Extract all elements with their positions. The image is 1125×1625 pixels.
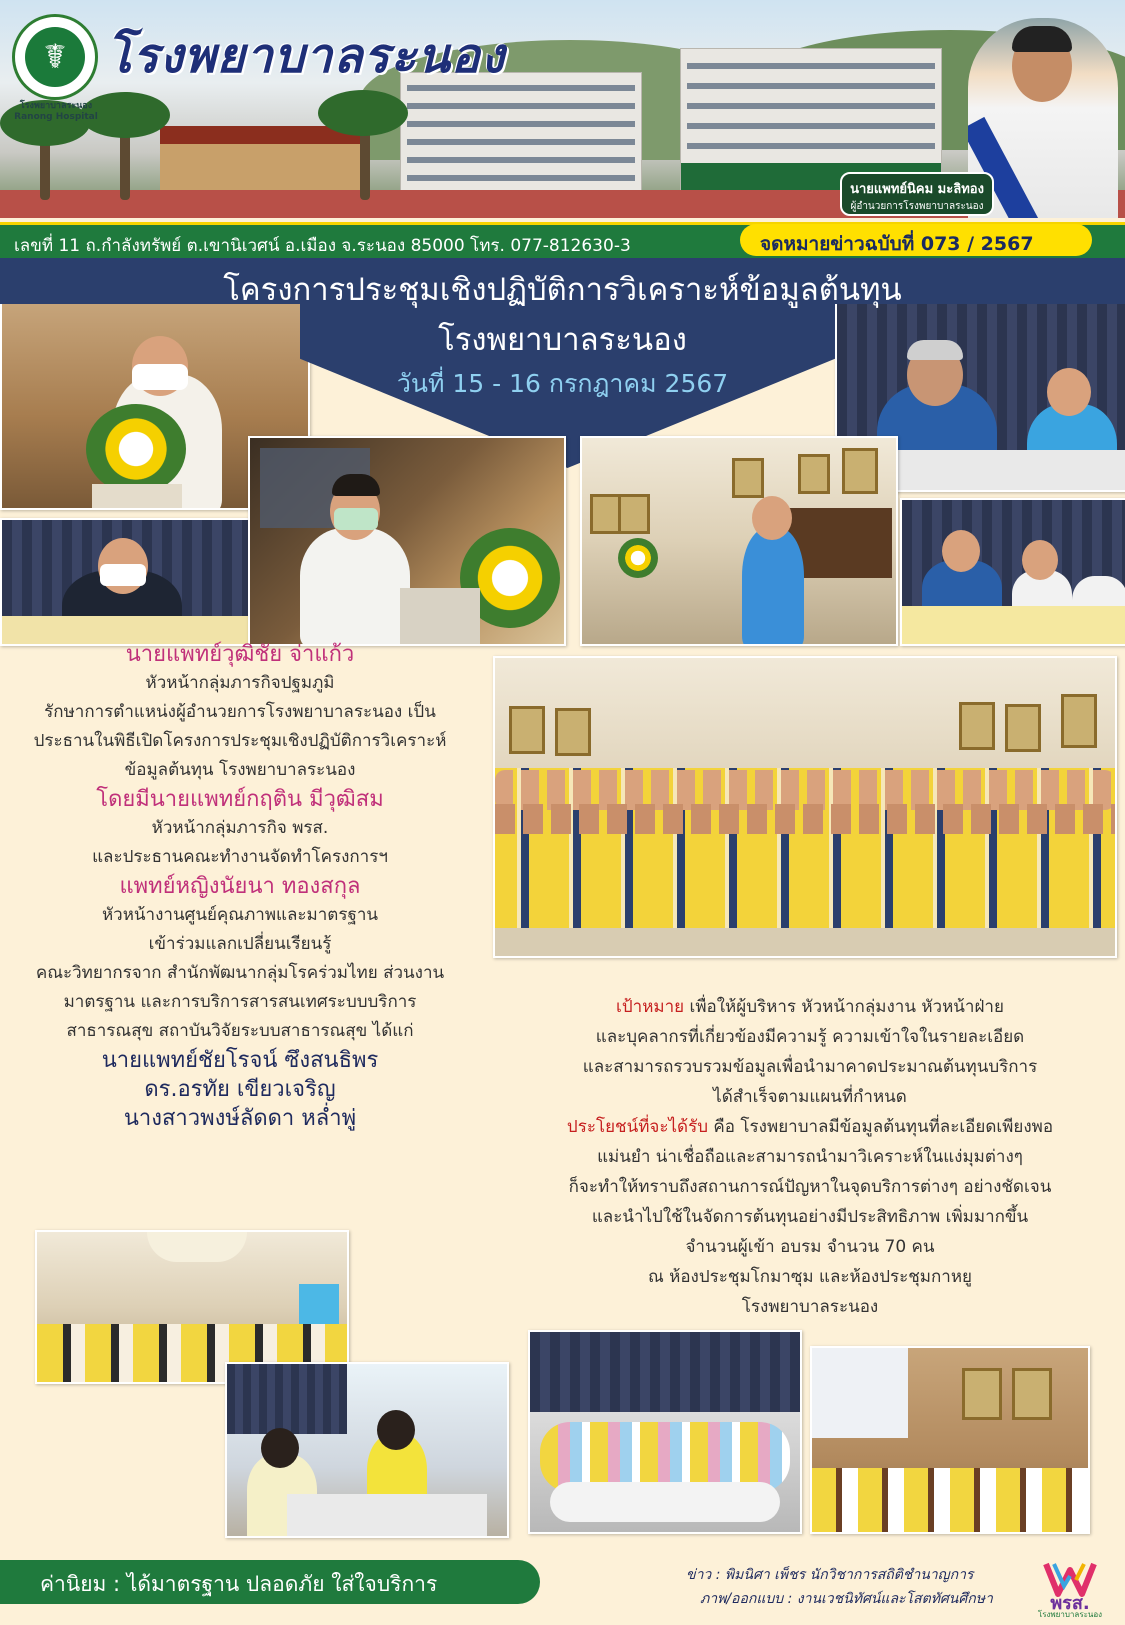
photo-workshop [225, 1362, 509, 1538]
text-line: และนำไปใช้ในจัดการต้นทุนอย่างมีประสิทธิภาพ เพิ่มมากขึ้น [591, 1207, 1029, 1227]
prs-logo-text: พรส. [1050, 1593, 1090, 1614]
goal-line [505, 992, 1115, 1022]
header-banner [0, 0, 1125, 218]
speaker-name: นายแพทย์ชัยโรจน์ ซึงสนธิพร [101, 1048, 379, 1073]
logo-caption [6, 98, 106, 122]
photo-participant-woman [0, 518, 250, 646]
right-article [505, 992, 1115, 1322]
photo-panel-table [900, 498, 1125, 646]
doctor-name: แพทย์หญิงนัยนา ทองสกุล [119, 874, 361, 899]
speaker-name: นางสาวพงษ์ลัดดา หล่ำพู่ [123, 1106, 357, 1131]
benefit-label: ประโยชน์ที่จะได้รับ [566, 1117, 709, 1137]
text-line: สาธารณสุข สถาบันวิจัยระบบสาธารณสุข ได้แก่ [66, 1021, 414, 1041]
prs-logo-subtext: โรงพยาบาลระนอง [1037, 1610, 1103, 1619]
title-line-2: โรงพยาบาลระนอง [438, 322, 687, 358]
photo-presenter-podium [248, 436, 566, 646]
photo-meeting-room [35, 1230, 349, 1384]
text-line: เข้าร่วมแลกเปลี่ยนเรียนรู้ [148, 934, 332, 954]
issue-number: จดหมายข่าวฉบับที่ 073 / 2567 [760, 233, 1034, 255]
text-line: มาตรฐาน และการบริการสารสนเทศระบบบริการ [63, 992, 417, 1012]
hospital-name: โรงพยาบาลระนอง [106, 28, 506, 84]
cochair-name: โดยมีนายแพทย์กฤติน มีวุฒิสม [96, 787, 384, 812]
hospital-address: เลขที่ 11 ถ.กำลังทรัพย์ ต.เขานิเวศน์ อ.เมือง จ.ระนอง 85000 โทร. 077-812630-3 [14, 236, 631, 256]
text-line: ก็จะทำให้ทราบถึงสถานการณ์ปัญหาในจุดบริการต่างๆ อย่างชัดเจน [568, 1177, 1052, 1197]
design-credit: ภาพ/ออกแบบ : งานเวชนิทัศน์และโสตทัศนศึกษา [700, 1591, 993, 1607]
benefit-text: คือ โรงพยาบาลมีข้อมูลต้นทุนที่ละเอียดเพียงพอ [708, 1117, 1054, 1137]
left-article [10, 640, 470, 1133]
text-line: และประธานคณะทำงานจัดทำโครงการฯ [92, 847, 388, 867]
benefit-line [505, 1112, 1115, 1142]
venue-line: ณ ห้องประชุมโกมาซุม และห้องประชุมกาหยู [647, 1267, 973, 1287]
speaker-name: ดร.อรทัย เขียวเจริญ [144, 1077, 336, 1102]
logo-caption-english: Ranong Hospital [14, 112, 98, 122]
text-line: หัวหน้ากลุ่มภารกิจ พรส. [151, 818, 329, 838]
news-credit: ข่าว : พิมนิศา เพ็ชร นักวิชาการสถิติชำนาญการ [686, 1567, 974, 1583]
venue-line: โรงพยาบาลระนอง [741, 1297, 879, 1317]
chairperson-name: นายแพทย์วุฒิชัย จ่าแก้ว [125, 642, 355, 667]
director-name: นายแพทย์นิคม มะลิทอง [850, 182, 984, 197]
title-line-1: โครงการประชุมเชิงปฏิบัติการวิเคราะห์ข้อมูลต้นทุน [223, 272, 902, 308]
photo-round-table [528, 1330, 802, 1534]
director-caption [840, 172, 994, 216]
event-date: วันที่ 15 - 16 กรกฎาคม 2567 [396, 369, 729, 398]
photo-presentation [810, 1346, 1090, 1534]
text-line: หัวหน้ากลุ่มภารกิจปฐมภูมิ [145, 673, 335, 693]
photo-woman-speaker [580, 436, 898, 646]
text-line: ประธานในพิธีเปิดโครงการประชุมเชิงปฏิบัติการวิเคราะห์ [33, 731, 447, 751]
text-line: ได้สำเร็จตามแผนที่กำหนด [713, 1087, 907, 1107]
photo-group [493, 656, 1117, 958]
text-line: แม่นยำ น่าเชื่อถือและสามารถนำมาวิเคราะห์ในแง่มุมต่างๆ [597, 1147, 1023, 1167]
caduceus-icon: ☤ [25, 27, 85, 87]
text-line: หัวหน้างานศูนย์คุณภาพและมาตรฐาน [101, 905, 379, 925]
goal-label: เป้าหมาย [616, 997, 685, 1017]
ministry-logo [12, 14, 98, 100]
attendee-count: จำนวนผู้เข้า อบรม จำนวน 70 คน [685, 1237, 935, 1257]
logo-caption-thai: โรงพยาบาลระนอง [19, 101, 93, 111]
text-line: และบุคลากรที่เกี่ยวข้องมีความรู้ ความเข้าใจในรายละเอียด [595, 1027, 1025, 1047]
text-line: คณะวิทยากรจาก สำนักพัฒนากลุ่มโรคร่วมไทย ส่วนงาน [35, 963, 445, 983]
goal-text: เพื่อให้ผู้บริหาร หัวหน้ากลุ่มงาน หัวหน้าฝ่าย [684, 997, 1004, 1017]
text-line: และสามารถรวบรวมข้อมูลเพื่อนำมาคาดประมาณต้นทุนบริการ [582, 1057, 1038, 1077]
director-title: ผู้อำนวยการโรงพยาบาลระนอง [850, 201, 984, 212]
text-line: รักษาการตำแหน่งผู้อำนวยการโรงพยาบาลระนอง เป็น [44, 702, 436, 722]
text-line: ข้อมูลต้นทุน โรงพยาบาลระนอง [124, 760, 356, 780]
hospital-motto: ค่านิยม : ได้มาตรฐาน ปลอดภัย ใส่ใจบริการ [40, 1572, 438, 1596]
